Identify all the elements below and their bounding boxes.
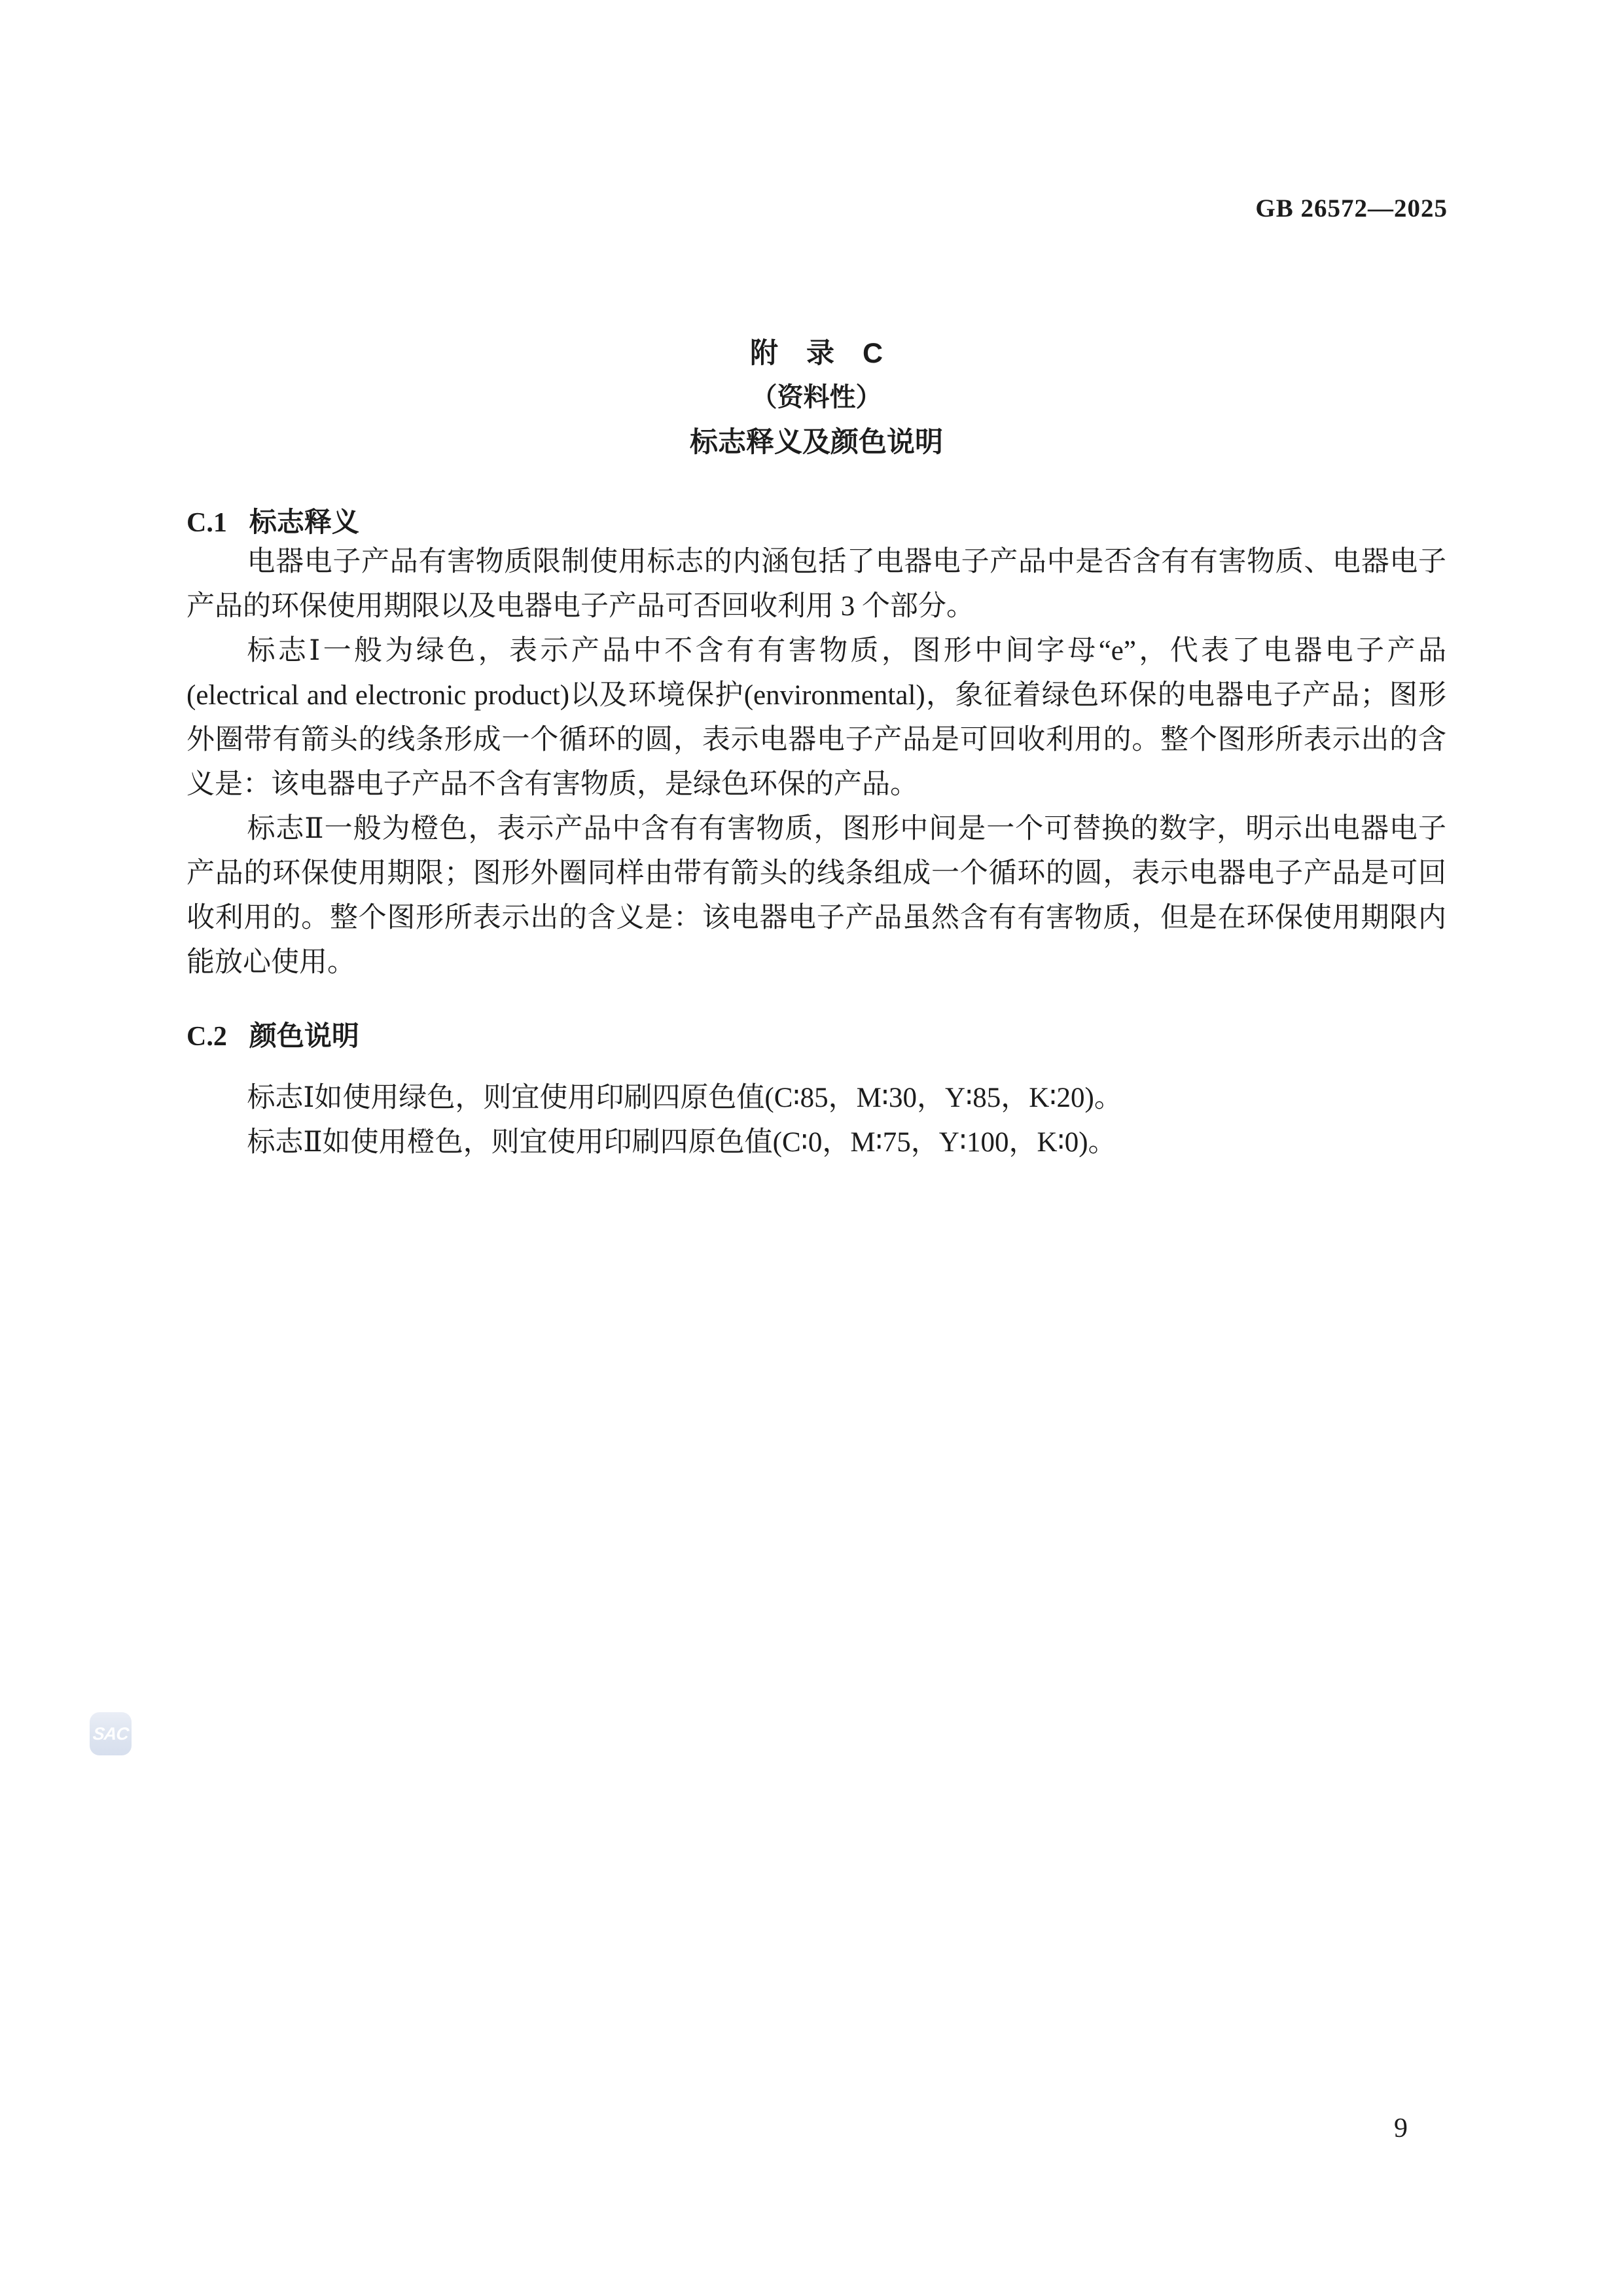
paragraph-c1-1: 电器电子产品有害物质限制使用标志的内涵包括了电器电子产品中是否含有有害物质、电器电子产品的环保使用期限以及电器电子产品可否回收利用 3 个部分。 [187, 547, 1446, 622]
section-heading-c1 [187, 505, 1446, 540]
paragraph-c1-3: 标志Ⅱ一般为橙色，表示产品中含有有害物质，图形中间是一个可替换的数字，明示出电器电子产品的环保使用期限；图形外圈同样由带有箭头的线条组成一个循环的圆，表示电器电子产品是可回收利用的。整个图形所表示出的含义是：该电器电子产品虽然含有有害物质，但是在环保使用期限内能放心使用。 [187, 814, 1446, 978]
appendix-title-line3: 标志释义及颜色说明 [690, 427, 943, 458]
body-content [187, 505, 1446, 1165]
section-heading-c2 [187, 1019, 1446, 1054]
section-number-c1: C.1 [187, 508, 227, 538]
sac-logo [90, 1712, 132, 1755]
paragraph-c1-2: 标志Ⅰ一般为绿色，表示产品中不含有有害物质，图形中间字母“e”，代表了电器电子产品(electrical and electronic product)以及环境保护(environmental)，象征着绿色环保的电器电子产品；图形外圈带有箭头的线条形成一个循环的圆，表示电器电子产品是可回收利用的。整个图形所表示出的含义是：该电器电子产品不含有害物质，是绿色环保的产品。 [187, 636, 1446, 800]
appendix-title-line2: （资料性） [751, 383, 882, 412]
section-title-c1: 标志释义 [249, 507, 359, 537]
standard-code-header: GB 26572—2025 [1255, 194, 1448, 223]
section-title-c2: 颜色说明 [249, 1020, 359, 1051]
page-number: 9 [1394, 2113, 1408, 2144]
section-number-c2: C.2 [187, 1022, 227, 1052]
sac-logo-text: SAC [92, 1723, 130, 1744]
color-spec-lines [187, 1076, 1446, 1165]
paragraph-c2-2: 标志Ⅱ如使用橙色，则宜使用印刷四原色值(C∶0，M∶75，Y∶100，K∶0)。 [247, 1127, 1116, 1158]
paragraph-c2-1: 标志Ⅰ如使用绿色，则宜使用印刷四原色值(C∶85，M∶30，Y∶85，K∶20)。 [247, 1083, 1122, 1113]
appendix-title-line1: 附 录 C [749, 338, 883, 369]
